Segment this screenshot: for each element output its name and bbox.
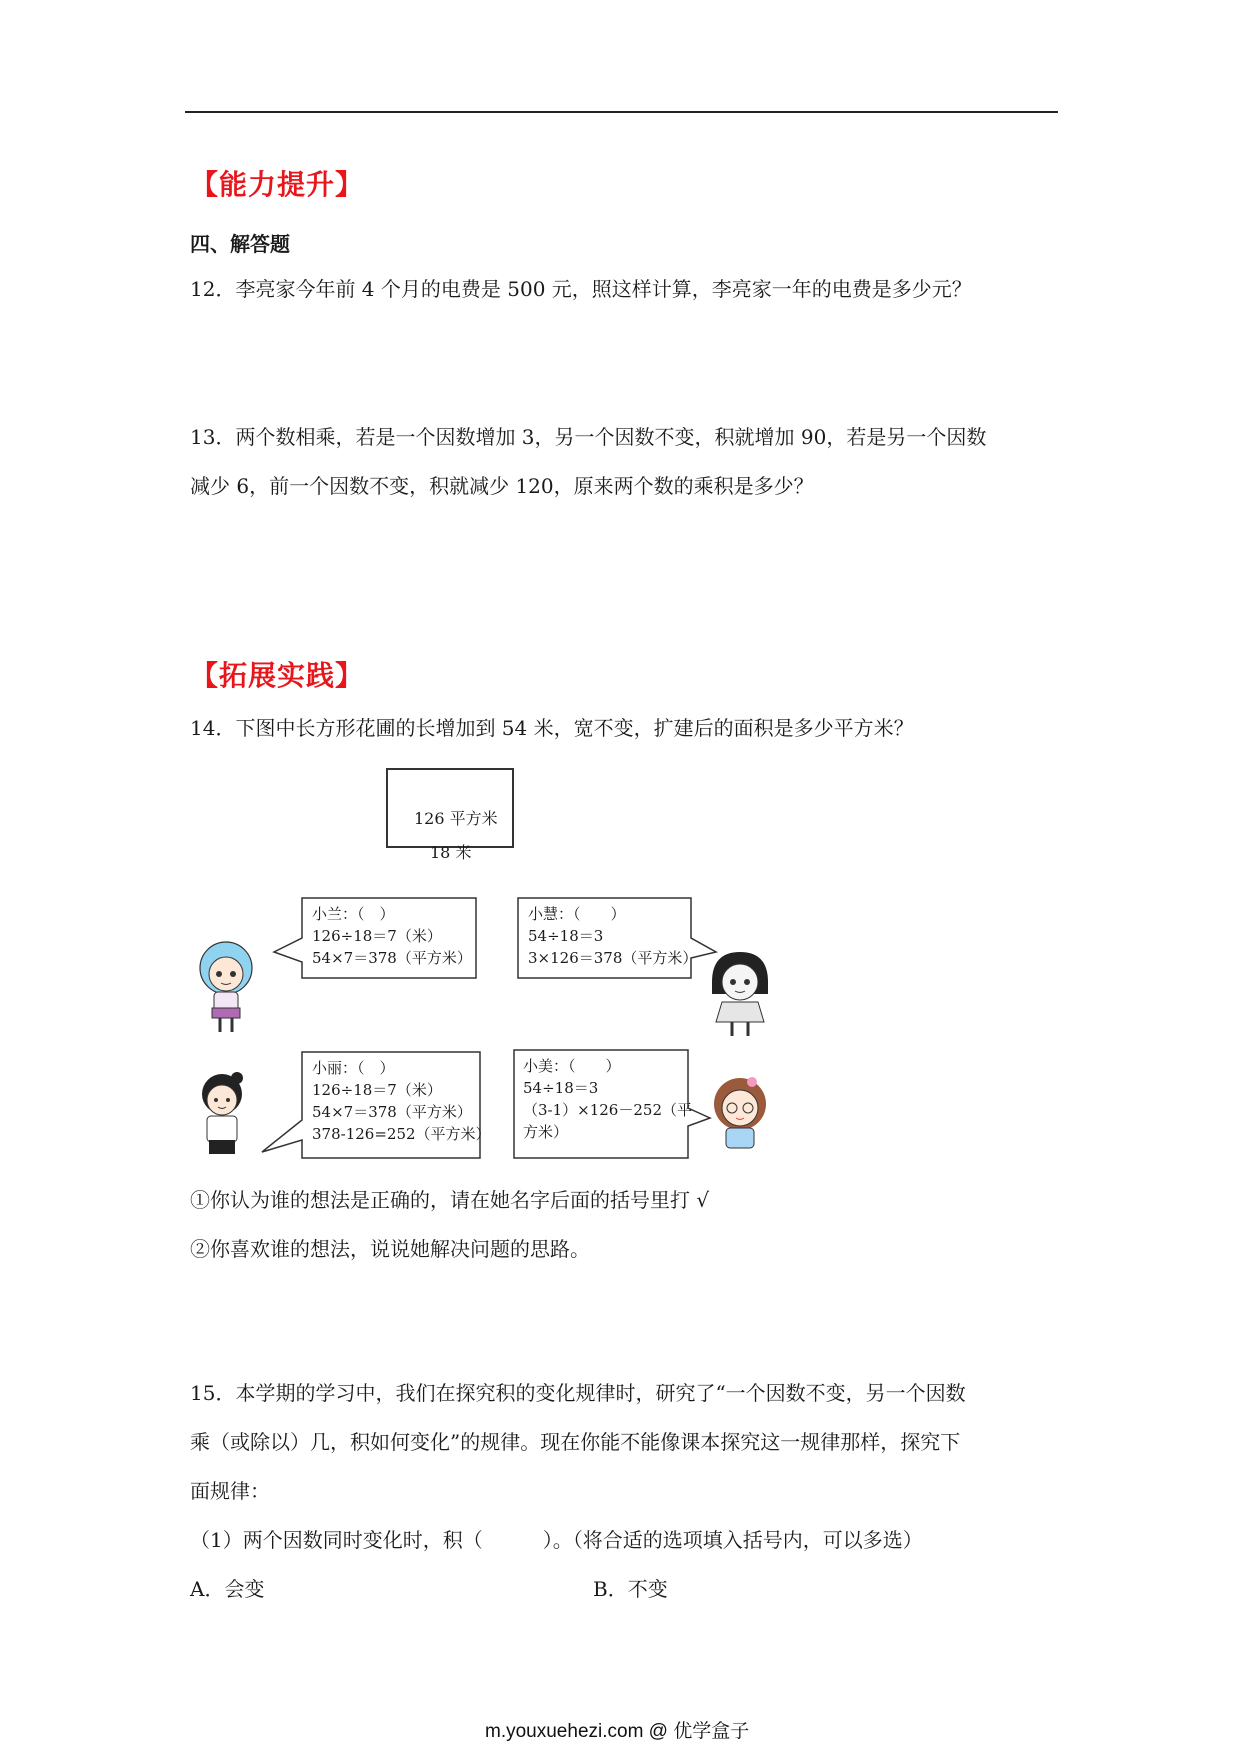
footer-watermark: m.youxuehezi.com @ 优学盒子: [485, 1721, 750, 1742]
question-15-line3: 面规律：: [190, 1479, 270, 1503]
heading-part-four: 四、解答题: [190, 232, 290, 256]
question-15-line2: 乘（或除以）几，积如何变化”的规律。现在你能不能像课本探究这一规律那样，探究下: [190, 1430, 961, 1454]
section-title-ability: 【能力提升】: [190, 168, 365, 201]
bubble-line: 54÷18＝3: [528, 927, 604, 945]
bubble-line: 126÷18＝7（米）: [312, 1081, 442, 1099]
question-15-part1: （1）两个因数同时变化时，积（ ）。（将合适的选项填入括号内，可以多选）: [190, 1528, 923, 1552]
girl-xiaolan-illustration: [188, 938, 264, 1034]
option-a: A．会变: [190, 1577, 265, 1601]
subquestion-1: ①你认为谁的想法是正确的，请在她名字后面的括号里打 √: [190, 1188, 710, 1212]
girl-xiaoli-illustration: [193, 1070, 251, 1162]
area-label: 126 平方米: [414, 809, 498, 828]
bubble-line: 小慧：（ ）: [528, 905, 626, 923]
bubble-xiaomei: [523, 1055, 692, 1143]
bubble-line: 54×7＝378（平方米）: [312, 949, 472, 967]
girl-xiaomei-illustration: [700, 1072, 780, 1152]
question-14: 14．下图中长方形花圃的长增加到 54 米，宽不变，扩建后的面积是多少平方米？: [190, 716, 914, 740]
bubble-line: 小丽：（ ）: [312, 1059, 395, 1077]
bubble-line: 378-126=252（平方米）: [312, 1125, 491, 1143]
question-13-line2: 减少 6，前一个因数不变，积就减少 120，原来两个数的乘积是多少？: [190, 474, 814, 498]
subquestion-2: ②你喜欢谁的想法，说说她解决问题的思路。: [190, 1237, 590, 1261]
bubble-line: （3-1）×126－252（平: [523, 1101, 692, 1119]
bubble-line: 54÷18＝3: [523, 1079, 599, 1097]
bubble-xiaolan: [312, 903, 472, 969]
length-label: 18 米: [430, 843, 472, 862]
bubble-line: 54×7＝378（平方米）: [312, 1103, 472, 1121]
bubble-xiaoli: [312, 1057, 491, 1145]
question-12: 12．李亮家今年前 4 个月的电费是 500 元，照这样计算，李亮家一年的电费是多少元？: [190, 277, 972, 301]
question-15-line1: 15．本学期的学习中，我们在探究积的变化规律时，研究了“一个因数不变，另一个因数: [190, 1381, 966, 1405]
bubble-line: 3×126＝378（平方米）: [528, 949, 698, 967]
girl-xiaohui-illustration: [702, 948, 778, 1038]
bubble-line: 小美：（ ）: [523, 1057, 621, 1075]
bubble-xiaohui: [528, 903, 697, 969]
section-title-practice: 【拓展实践】: [190, 659, 365, 692]
question-13-line1: 13．两个数相乘，若是一个因数增加 3，另一个因数不变，积就增加 90，若是另一个因数: [190, 425, 987, 449]
option-b: B．不变: [593, 1577, 668, 1601]
bubble-line: 方米）: [523, 1123, 569, 1141]
bubble-line: 小兰：（ ）: [312, 905, 395, 923]
bubble-line: 126÷18＝7（米）: [312, 927, 442, 945]
